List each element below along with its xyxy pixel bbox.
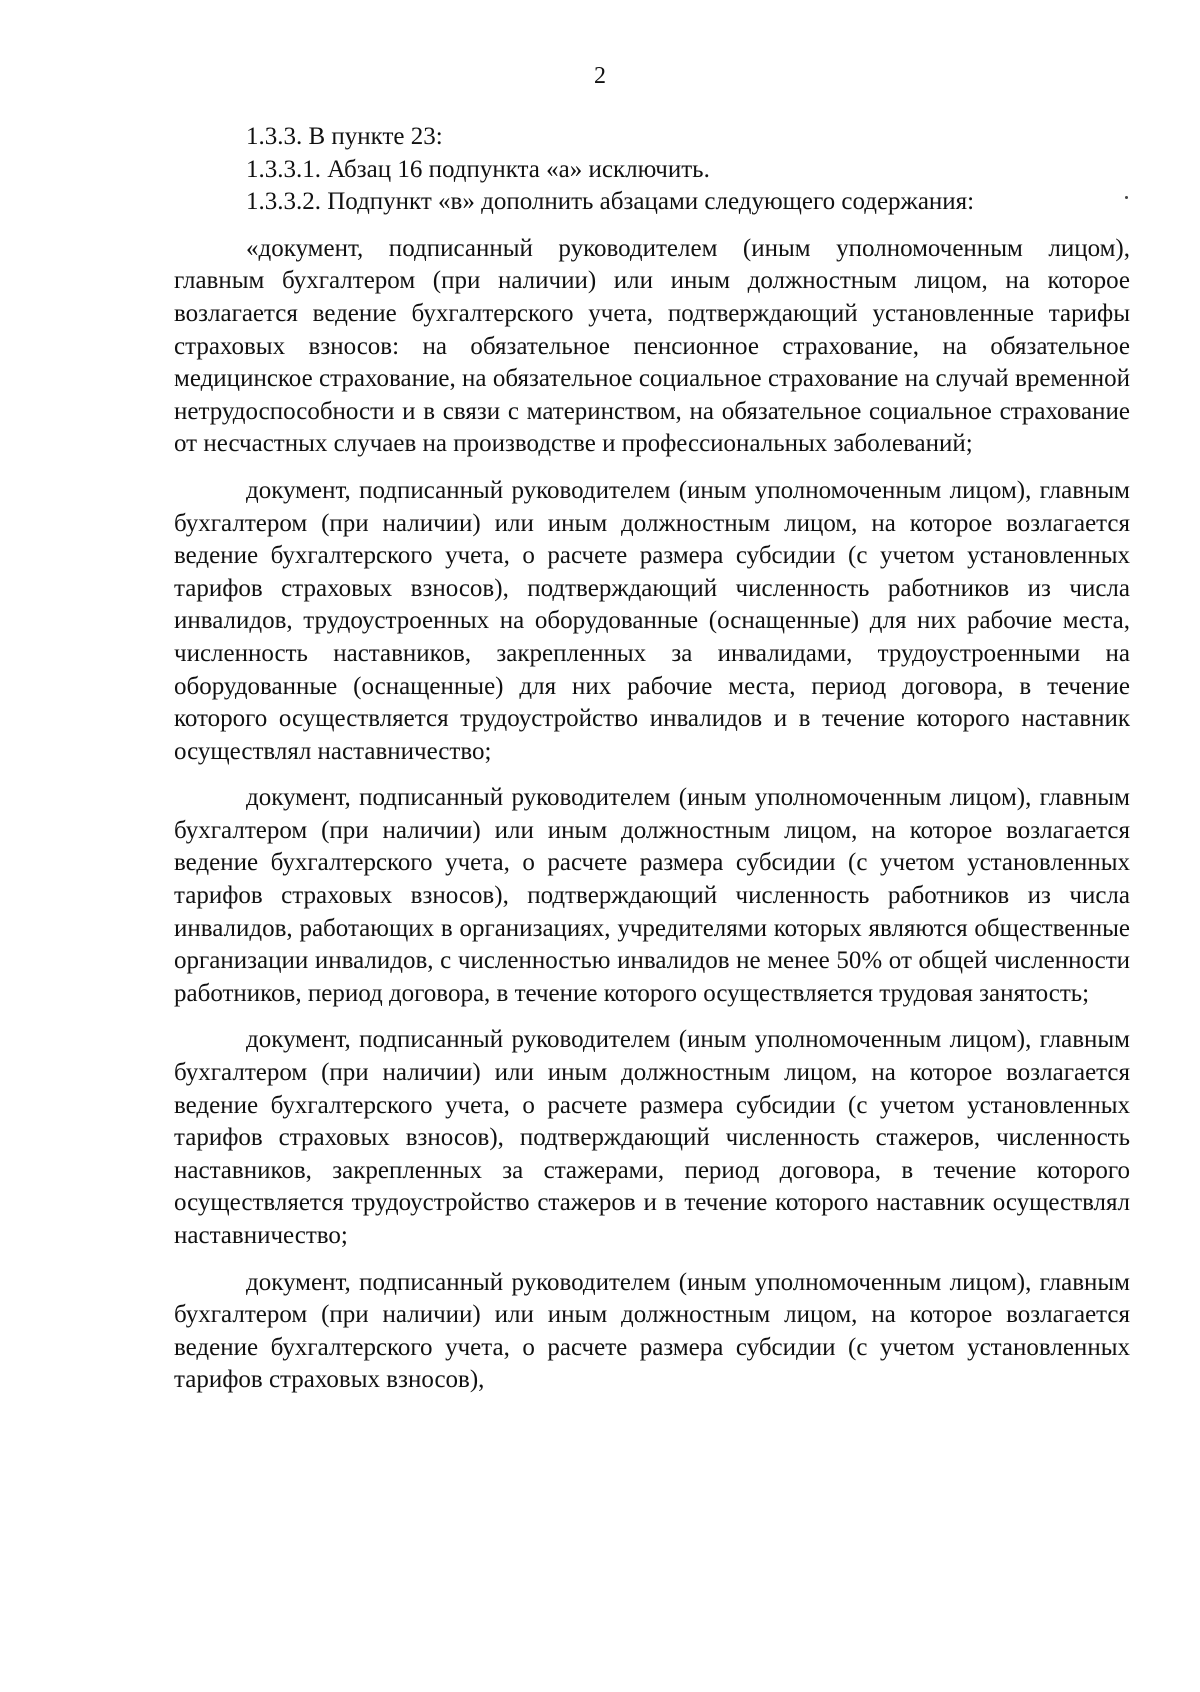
clause-1-3-3-2: 1.3.3.2. Подпункт «в» дополнить абзацами следующего содержания: xyxy=(246,188,975,216)
clause-1-3-3: 1.3.3. В пункте 23: xyxy=(246,123,443,150)
paragraph-2: документ, подписанный руководителем (иным уполномоченным лицом), главным бухгалтером (при наличии) или иным должностным лицом, на которое возлагается ведение бухгалтерского учета, о расчете размера субсидии (с учетом установленных тарифов страховых взносов), подтверждающий численность работников из числа инвалидов, трудоустроенных на оборудованные (оснащенные) для них рабочие места, численность наставников, закрепленных за инвалидами, трудоустроенными на оборудованные (оснащенные) для них рабочие места, период договора, в течение которого осуществляется трудоустройство инвалидов и в течение которого наставник осуществлял наставничество; xyxy=(174,476,1130,765)
clause-1-3-3-1: 1.3.3.1. Абзац 16 подпункта «а» исключить. xyxy=(246,155,710,183)
paragraph-3: документ, подписанный руководителем (иным уполномоченным лицом), главным бухгалтером (при наличии) или иным должностным лицом, на которое возлагается ведение бухгалтерского учета, о расчете размера субсидии (с учетом установленных тарифов страховых взносов), подтверждающий численность работников из числа инвалидов, работающих в организациях, учредителями которых являются общественные организации инвалидов, с численностью инвалидов не менее 50% от общей численности работников, период договора, в течение которого осуществляется трудовая занятость; xyxy=(174,784,1130,1007)
document-body xyxy=(174,121,1130,1397)
paragraph-4: документ, подписанный руководителем (иным уполномоченным лицом), главным бухгалтером (при наличии) или иным должностным лицом, на которое возлагается ведение бухгалтерского учета, о расчете размера субсидии (с учетом установленных тарифов страховых взносов), подтверждающий численность стажеров, численность наставников, закрепленных за стажерами, период договора, в течение которого осуществляется трудоустройство стажеров и в течение которого наставник осуществлял наставничество; xyxy=(174,1026,1130,1249)
page-number: 2 xyxy=(594,63,606,89)
paragraph-5: документ, подписанный руководителем (иным уполномоченным лицом), главным бухгалтером (при наличии) или иным должностным лицом, на которое возлагается ведение бухгалтерского учета, о расчете размера субсидии (с учетом установленных тарифов страховых взносов), xyxy=(174,1268,1130,1394)
paragraph-1: «документ, подписанный руководителем (иным уполномоченным лицом), главным бухгалтером (при наличии) или иным должностным лицом, на которое возлагается ведение бухгалтерского учета, подтверждающий установленные тарифы страховых взносов: на обязательное пенсионное страхование, на обязательное медицинское страхование, на обязательное социальное страхование на случай временной нетрудоспособности и в связи с материнством, на обязательное социальное страхование от несчастных случаев на производстве и профессиональных заболеваний; xyxy=(174,234,1130,458)
